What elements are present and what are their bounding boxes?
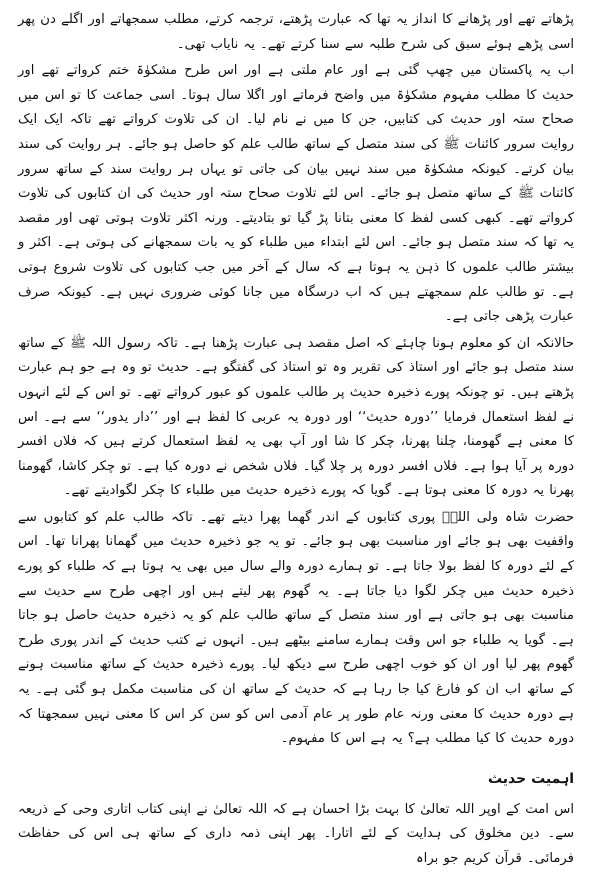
section-heading: اہمیت حدیث — [487, 770, 574, 787]
closing-paragraph: اس امت کے اوپر اللہ تعالیٰ کا بہت بڑا احسان ہے کہ اللہ تعالیٰ نے اپنی کتاب اتاری وحی کے ذریعہ سے۔ دین مخلوق کی ہدایت کے لئے اتارا۔ پھر اپنی ذمہ داری کے ساتھ ہی اس کی حفاظت فرمائی۔ قرآن کریم جو براہ — [18, 801, 574, 866]
paragraph-2: اب یہ پاکستان میں چھپ گئی ہے اور عام ملتی ہے اور اس طرح مشکوٰۃ ختم کرواتے تھے اور حدیث کا مطلب مفہوم مشکوٰۃ میں واضح فرماتے اور اگلا سال ہوتا۔ اسی جماعت کا تو اس میں صحاح ستہ اور حدیث کی کتابیں، جن کا میں نے نام لیا۔ ان کی تلاوت کرواتے تھے تاکہ ایک ایک روایت سرور کائنات ﷺ کی سند متصل کے ساتھ طالب علم کو حاصل ہو جائے۔ ہر روایت کی سند بیان کرتے۔ کیونکہ مشکوٰۃ میں سند نہیں بیان کی جاتی تو یہاں ہر روایت سند کے ساتھ سرور کائنات ﷺ کے ساتھ متصل ہو جائے۔ اس لئے تلاوت صحاح ستہ اور حدیث کی ان کتابوں کی تلاوت کرواتے تھے۔ کبھی کسی لفظ کا معنی بتانا پڑ گیا تو بتادیتے۔ ورنہ اکثر تلاوت ہوتی تھی اور مقصد یہ تھا کہ سند متصل ہو جائے۔ اس لئے ابتداء میں طلباء کو یہ بات سمجھانے کی ہوتی ہے۔ اکثر و بیشتر طالب علموں کا ذہن یہ ہوتا ہے کہ سال کے آخر میں جب کتابوں کی تلاوت شروع ہوتی ہے۔ تو طالب علم سمجھتے ہیں کہ اب درسگاہ میں جانا کوئی ضروری نہیں ہے۔ کیونکہ صرف عبارت پڑھی جاتی ہے۔ — [18, 63, 574, 325]
paragraph-3: حالانکہ ان کو معلوم ہونا چاہئے کہ اصل مقصد ہی عبارت پڑھنا ہے۔ تاکہ رسول اللہ ﷺ کے ساتھ سند متصل ہو جائے اور استاذ کی تقریر وہ تو استاذ کی گفتگو ہے۔ حدیث تو وہ ہے جو ہم عبارت پڑھتے ہیں۔ تو چونکہ پورے ذخیرہ حدیث پر طالب علموں کو عبور کرواتے تھے۔ تو اس کے لئے انہوں نے لفظ استعمال فرمایا ’’دورہ حدیث‘‘ اور دورہ یہ عربی کا لفظ ہے اور ’’دار یدور‘‘ سے ہے۔ اس کا معنی ہے گھومنا، چلنا پھرنا، چکر کا شا اور آپ بھی یہ لفظ استعمال کرتے ہیں کہ فلاں افسر دورہ پر آیا ہوا ہے۔ فلاں افسر دورہ پر چلا گیا۔ فلاں شخص نے دورہ کیا ہے۔ تو چکر کاشا، گھومنا پھرنا یہ دورہ کا معنی ہوتا ہے۔ گویا کہ پورے ذخیرہ حدیث میں طلباء کا چکر لگوادیتے تھے۔ — [18, 335, 574, 499]
paragraph-1: پڑھاتے تھے اور پڑھانے کا انداز یہ تھا کہ عبارت پڑھتے، ترجمہ کرتے، مطلب سمجھاتے اور اگلے دن پھر اسی پڑھے ہوئے سبق کی شرح طلبہ سے سنا کرتے تھے۔ یہ نایاب تھی۔ — [18, 12, 574, 52]
paragraph-4: حضرت شاہ ولی اللہؒ پوری کتابوں کے اندر گھما پھرا دیتے تھے۔ تاکہ طالب علم کو کتابوں سے واقفیت بھی ہو جائے اور مناسبت بھی ہو جائے۔ تو یہ جو ذخیرہ حدیث میں گھمانا پھرانا تھا۔ اس کے لئے دورہ کا لفظ بولا جاتا ہے۔ تو ہمارے دورہ والے سال میں بھی یہ ہوتا ہے کہ طلباء کو پورے ذخیرہ حدیث میں چکر لگوا دیا جاتا ہے۔ یہ گھوم پھر لیتے ہیں اور اچھی طرح سے حدیث سے مناسبت بھی ہو جاتی ہے اور سند متصل کے ساتھ طالب علم کو یہ ذخیرہ حدیث حاصل ہو جاتا ہے۔ گویا یہ طلباء جو اس وقت ہمارے سامنے بیٹھے ہیں۔ انہوں نے کتب حدیث کے اندر پوری طرح گھوم پھر لیا اور ان کو خوب اچھی طرح سے دیکھ لیا۔ پورے ذخیرہ حدیث کے ساتھ مناسبت ہونے کے ساتھ اب ان کو فارغ کیا جا رہا ہے کہ حدیث کے ساتھ ان کی مناسبت مکمل ہو گئی ہے۔ یہ ہے دورہ حدیث کا معنی ورنہ عام طور پر عام آدمی اس کو سن کر اس کا معنی نہیں سمجھتا کہ دورہ حدیث کا کیا مطلب ہے؟ یہ ہے اس کا مفہوم۔ — [18, 509, 574, 747]
